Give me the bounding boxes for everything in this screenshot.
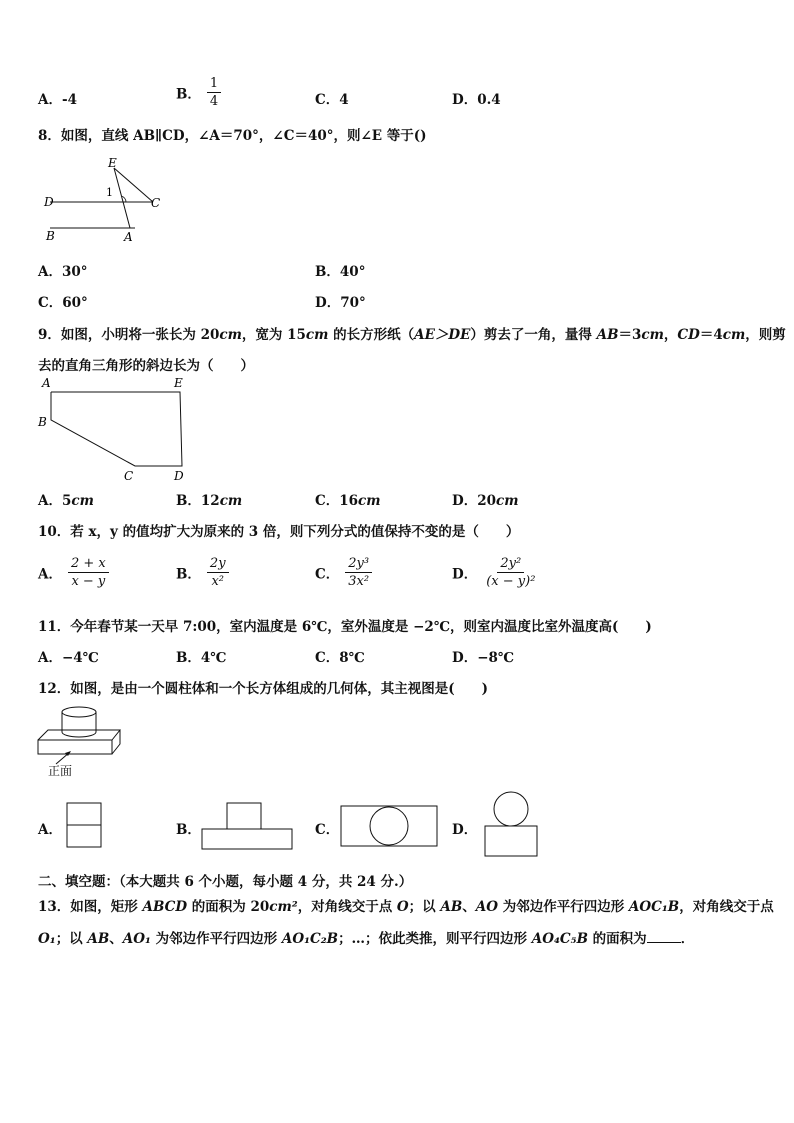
q9-label-b: B <box>38 415 47 429</box>
q9-option-a <box>38 489 94 509</box>
q13-rect-abcd: ABCD <box>142 899 188 915</box>
q13-parallelogram-1: AOC₁B <box>628 899 680 915</box>
q12-option-d-figure <box>482 790 542 858</box>
q13-parallelogram-5: AO₄C₅B <box>531 931 588 947</box>
q13-segment-ab: AB <box>440 899 463 915</box>
q11-option-b: B．4℃ <box>176 650 227 666</box>
q9-label-a: A <box>42 376 51 390</box>
q13-text: 的面积为 20 <box>187 899 270 915</box>
q12-option-a-label: A． <box>38 822 62 838</box>
q11-option-c: C．8℃ <box>315 650 365 666</box>
q13-text: 、 <box>109 931 123 947</box>
q7-b-numerator: 1 <box>207 76 221 93</box>
q8-label-1: 1 <box>106 186 113 199</box>
q9-text: ，宽为 15 <box>241 327 306 343</box>
q13-text: ；以 <box>408 899 441 915</box>
section-2-title: 二、填空题：（本大题共 6 个小题，每小题 4 分，共 24 分.） <box>38 874 413 890</box>
q9-segment-cd: CD <box>677 327 700 343</box>
q13-segment-ab: AB <box>87 931 110 947</box>
q12-option-c-label: C． <box>315 822 340 838</box>
q10-option-b <box>176 556 229 589</box>
q10-b-denominator: x² <box>211 574 224 589</box>
q8-label-a: A <box>124 230 133 244</box>
q9-option-b <box>176 489 242 509</box>
q9-figure <box>34 374 194 486</box>
q12-option-a-figure <box>66 802 106 852</box>
q13-point-o: O <box>396 899 409 915</box>
q13-text: ，对角线交于点 <box>297 899 397 915</box>
q13-text: ． <box>680 931 695 947</box>
q12-option-b-label: B． <box>176 822 201 838</box>
q10-stem: 10．若 x，y 的值均扩大为原来的 3 倍，则下列分式的值保持不变的是（ ） <box>38 524 520 540</box>
q7-option-b-fraction <box>207 76 221 109</box>
q9-stem-line1 <box>38 323 786 343</box>
q7-option-c: C．4 <box>315 92 349 108</box>
q12-box-side <box>112 730 120 754</box>
q12-d-rect <box>485 826 537 856</box>
q9-a-unit: cm <box>71 493 94 509</box>
q11-stem: 11．今年春节某一天早 7:00，室内温度是 6℃，室外温度是 −2℃，则室内温度比室外温度高( ) <box>38 619 652 635</box>
q9-text: ＝4 <box>699 327 723 343</box>
q10-option-d <box>452 556 538 589</box>
q13-segment-ao1: AO₁ <box>122 931 151 947</box>
q8-label-d: D <box>44 195 54 209</box>
q10-c-label: C． <box>315 566 340 583</box>
q9-unit: cm <box>722 327 746 343</box>
q12-option-d-label: D． <box>452 822 478 838</box>
q9-c-unit: cm <box>358 493 381 509</box>
q9-stem-line2: 去的直角三角形的斜边长为（ ） <box>38 358 254 374</box>
q10-a-numerator: 2 + x <box>68 556 109 573</box>
q13-text: ，对角线交于点 <box>679 899 774 915</box>
q9-label-d: D <box>174 469 184 483</box>
q12-cylinder-bottom <box>62 732 96 737</box>
q9-d-unit: cm <box>496 493 519 509</box>
q10-d-label: D． <box>452 566 478 583</box>
q12-d-circle <box>494 792 528 826</box>
q12-option-c-figure <box>340 803 440 851</box>
q10-a-label: A． <box>38 566 62 583</box>
q7-b-denominator: 4 <box>209 94 219 109</box>
q10-b-numerator: 2y <box>207 556 229 573</box>
q12-b-bottom-rect <box>202 829 292 849</box>
q10-d-fraction <box>483 556 538 589</box>
q11-option-d: D．−8℃ <box>452 650 515 666</box>
q9-b-unit: cm <box>219 493 243 509</box>
q9-pentagon <box>51 392 182 466</box>
q12-c-rect <box>341 806 437 846</box>
q9-text: ，则剪 <box>745 327 786 343</box>
q8-figure <box>38 152 178 247</box>
q8-line-ea <box>114 168 130 228</box>
q10-option-c <box>315 556 372 589</box>
q10-c-fraction <box>345 556 372 589</box>
q10-b-fraction <box>207 556 229 589</box>
q11-option-a: A．−4℃ <box>38 650 99 666</box>
q13-unit: cm² <box>269 899 298 915</box>
q9-unit: cm <box>219 327 242 343</box>
q10-c-denominator: 3x² <box>348 574 370 589</box>
q10-option-a <box>38 556 109 589</box>
q12-b-top-rect <box>227 803 261 829</box>
q13-segment-ao: AO <box>475 899 498 915</box>
q7-option-b-label: B． <box>176 86 201 103</box>
q9-a-value: A．5 <box>38 493 72 509</box>
q13-point-o1: O₁ <box>38 931 56 947</box>
q13-text: 为邻边作平行四边形 <box>150 931 282 947</box>
q13-text: 的面积为 <box>587 931 647 947</box>
q9-b-value: B．12 <box>176 493 220 509</box>
q9-option-d <box>452 489 519 509</box>
q8-option-c: C．60° <box>38 295 88 311</box>
q9-text: ）剪去了一角，量得 <box>470 327 597 343</box>
q13-answer-blank[interactable] <box>647 930 681 943</box>
q9-text: ＝3 <box>618 327 642 343</box>
q9-unit: cm <box>641 327 664 343</box>
q12-box-top <box>38 730 120 740</box>
q12-stem: 12．如图，是由一个圆柱体和一个长方体组成的几何体，其主视图是( ) <box>38 681 489 697</box>
q8-label-e: E <box>108 156 117 170</box>
q7-option-a: A．-4 <box>38 92 77 108</box>
q12-c-circle <box>370 807 408 845</box>
q8-label-c: C <box>151 196 161 210</box>
q12-front-label: 正面 <box>48 764 73 778</box>
q8-line-ec <box>114 168 153 202</box>
q13-text: ；以 <box>55 931 88 947</box>
q13-parallelogram-2: AO₁C₂B <box>281 931 339 947</box>
q8-option-a: A．30° <box>38 264 88 280</box>
q13-line2 <box>38 927 694 947</box>
q9-option-c <box>315 489 381 509</box>
q10-b-label: B． <box>176 566 201 583</box>
q10-d-denominator: (x − y)² <box>486 574 536 589</box>
q8-option-b: B．40° <box>315 264 366 280</box>
q13-text: 为邻边作平行四边形 <box>498 899 629 915</box>
q12-option-b-figure <box>200 802 296 852</box>
q9-text: ， <box>663 327 678 343</box>
q10-a-denominator: x − y <box>71 574 106 589</box>
q10-a-fraction <box>68 556 109 589</box>
q7-option-b <box>176 76 221 109</box>
q9-d-value: D．20 <box>452 493 496 509</box>
q8-label-b: B <box>46 229 55 243</box>
q13-text: 、 <box>462 899 476 915</box>
q9-condition: AE＞DE <box>414 327 471 343</box>
q12-box-front <box>38 740 112 754</box>
q13-text: ；…；依此类推，则平行四边形 <box>338 931 532 947</box>
q13-line1 <box>38 895 774 915</box>
q8-stem: 8．如图，直线 AB∥CD，∠A＝70°，∠C＝40°，则∠E 等于() <box>38 128 427 144</box>
q8-option-d: D．70° <box>315 295 366 311</box>
q12-cylinder-top <box>62 707 96 717</box>
q7-option-d: D．0.4 <box>452 92 501 108</box>
q9-label-c: C <box>124 469 134 483</box>
q9-unit: cm <box>305 327 329 343</box>
q10-c-numerator: 2y³ <box>345 556 372 573</box>
q9-c-value: C．16 <box>315 493 359 509</box>
q9-text: 9．如图，小明将一张长为 20 <box>38 327 220 343</box>
q9-label-e: E <box>174 376 183 390</box>
q13-text: 13．如图，矩形 <box>38 899 143 915</box>
q9-segment-ab: AB <box>596 327 619 343</box>
q10-d-numerator: 2y² <box>497 556 524 573</box>
q9-text: 的长方形纸（ <box>328 327 415 343</box>
